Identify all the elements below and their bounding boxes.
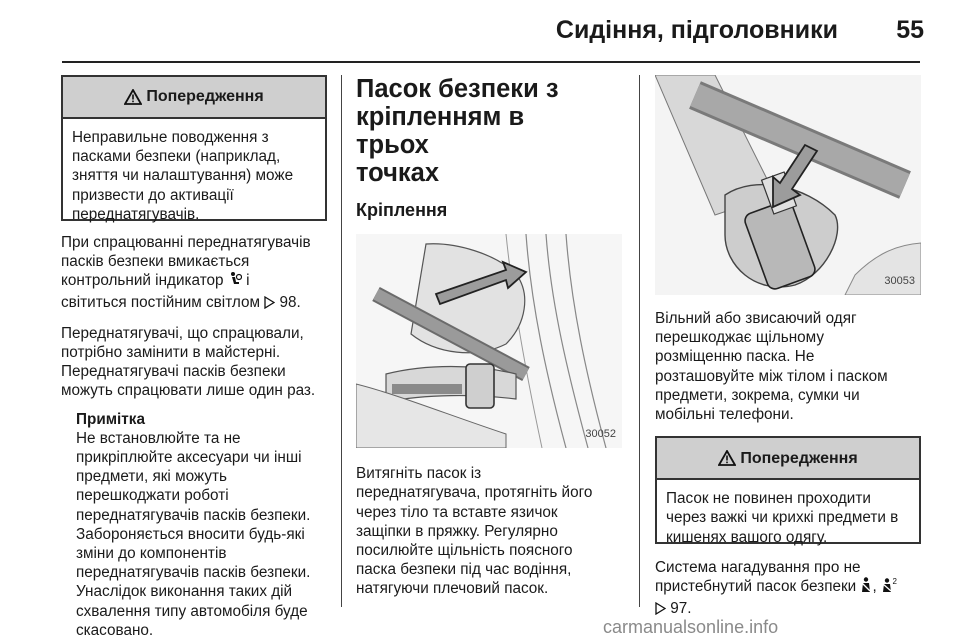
text-line: прикріплюйте аксесуари чи інші	[76, 449, 302, 467]
column-divider-right	[639, 75, 640, 607]
watermark: carmanualsonline.info	[603, 617, 779, 637]
text-line: схвалення типу автомобіля буде	[76, 602, 308, 620]
text-line: можуть спрацювати лише один раз.	[61, 382, 316, 400]
note-title: Примітка	[76, 410, 145, 428]
warning-title: Попередження	[740, 449, 858, 467]
seatbelt-buckle-illustration	[655, 75, 921, 295]
warning-text	[657, 480, 919, 557]
text-line: Переднатягувачі, що спрацювали,	[61, 324, 304, 342]
paragraph-pretensioner-indicator	[61, 233, 327, 314]
warning-header	[657, 438, 919, 480]
airbag-indicator-icon	[228, 271, 242, 292]
column-divider-left	[341, 75, 342, 607]
text-line: перешкоджати роботі	[76, 487, 229, 505]
middle-column	[356, 75, 622, 599]
text-line: контрольний індикатор і	[61, 271, 327, 292]
text-line: Витягніть пасок із	[356, 465, 482, 483]
text-line: переднатягувачів.	[72, 205, 200, 223]
page-number: 55	[896, 16, 924, 44]
text-line: паска безпеки під час водіння,	[356, 561, 572, 579]
text-line: Забороняється вносити будь-які	[76, 525, 305, 543]
warning-text	[63, 119, 325, 234]
text-line: посилюйте щільність поясного	[356, 542, 573, 560]
text-line: кишенях вашого одягу.	[666, 528, 828, 546]
seatbelt-fastening-drawing	[356, 234, 622, 448]
text-line: Переднатягувачі пасків безпеки	[61, 363, 286, 381]
text-line: Унаслідок виконання таких дій	[76, 583, 293, 601]
text-line: призвести до активації	[72, 186, 234, 204]
section-title: Пасок безпеки з кріпленням в трьох точках	[356, 75, 559, 187]
text-line: защіпки в пряжку. Регулярно	[356, 522, 558, 540]
note-block	[76, 410, 327, 640]
right-column	[655, 75, 921, 620]
page-header-title: Сидіння, підголовники	[555, 16, 838, 44]
seatbelt-fastening-illustration	[356, 234, 622, 448]
header-divider	[62, 61, 920, 63]
left-column	[61, 75, 327, 640]
text-line: переднатягувача, протягніть його	[356, 484, 593, 502]
text-line: переднатягувачів пасків безпеки.	[76, 564, 311, 582]
text-line: Не встановлюйте та не	[76, 429, 241, 447]
text-line: Вільний або звисаючий одяг	[655, 310, 857, 327]
text-line: переднатягувачів пасків безпеки.	[76, 506, 311, 524]
warning-box	[655, 436, 921, 544]
text-line: натягуючи плечовий пасок.	[356, 580, 549, 598]
reference-arrow-icon	[264, 295, 275, 314]
text-line: через тіло та вставте язичок	[356, 503, 558, 521]
text-line: потрібно замінити в майстерні.	[61, 344, 281, 362]
text-line: Система нагадування про не	[655, 559, 861, 577]
warning-title: Попередження	[146, 88, 264, 106]
text-line: світиться постійним світлом 98.	[61, 293, 327, 314]
seatbelt-reminder-rear-icon	[881, 577, 899, 598]
seatbelt-buckle-drawing	[655, 75, 921, 295]
text-line: Неправильне поводження з	[72, 129, 269, 146]
text-line: через важкі чи крихкі предмети в	[666, 509, 899, 527]
subsection-title: Кріплення	[356, 200, 448, 220]
text-line: пасків безпеки вмикається	[61, 253, 250, 271]
figure-code: 30052	[585, 428, 616, 440]
text-line: зняття чи налаштування) може	[72, 167, 294, 185]
fastening-instructions	[356, 464, 622, 598]
text-line: 97.	[655, 599, 921, 620]
text-line: скасовано.	[76, 621, 154, 639]
text-line: предмети, які можуть	[76, 468, 227, 486]
text-line: розташовуйте між тілом і паском	[655, 367, 888, 385]
reminder-paragraph	[655, 558, 921, 620]
text-line: пасками безпеки (наприклад,	[72, 148, 281, 166]
clothing-note	[655, 309, 921, 424]
warning-triangle-icon	[718, 450, 736, 466]
text-line: перешкоджає щільному	[655, 329, 825, 347]
warning-triangle-icon	[124, 89, 142, 105]
svg-text:2: 2	[892, 577, 897, 587]
paragraph-replacement	[61, 324, 327, 401]
text-line: мобільні телефони.	[655, 406, 794, 424]
text-line: розміщенню паска. Не	[655, 348, 815, 366]
text-line: При спрацюванні переднатягувачів	[61, 234, 311, 251]
text-line: зміни до компонентів	[76, 545, 227, 563]
warning-header	[63, 77, 325, 119]
figure-code: 30053	[884, 274, 915, 287]
warning-box	[61, 75, 327, 221]
text-line: Пасок не повинен проходити	[666, 490, 871, 508]
text-line: пристебнутий пасок безпеки , 2	[655, 577, 921, 598]
seatbelt-reminder-icon	[860, 577, 872, 598]
text-line: предмети, зокрема, сумки чи	[655, 386, 860, 404]
